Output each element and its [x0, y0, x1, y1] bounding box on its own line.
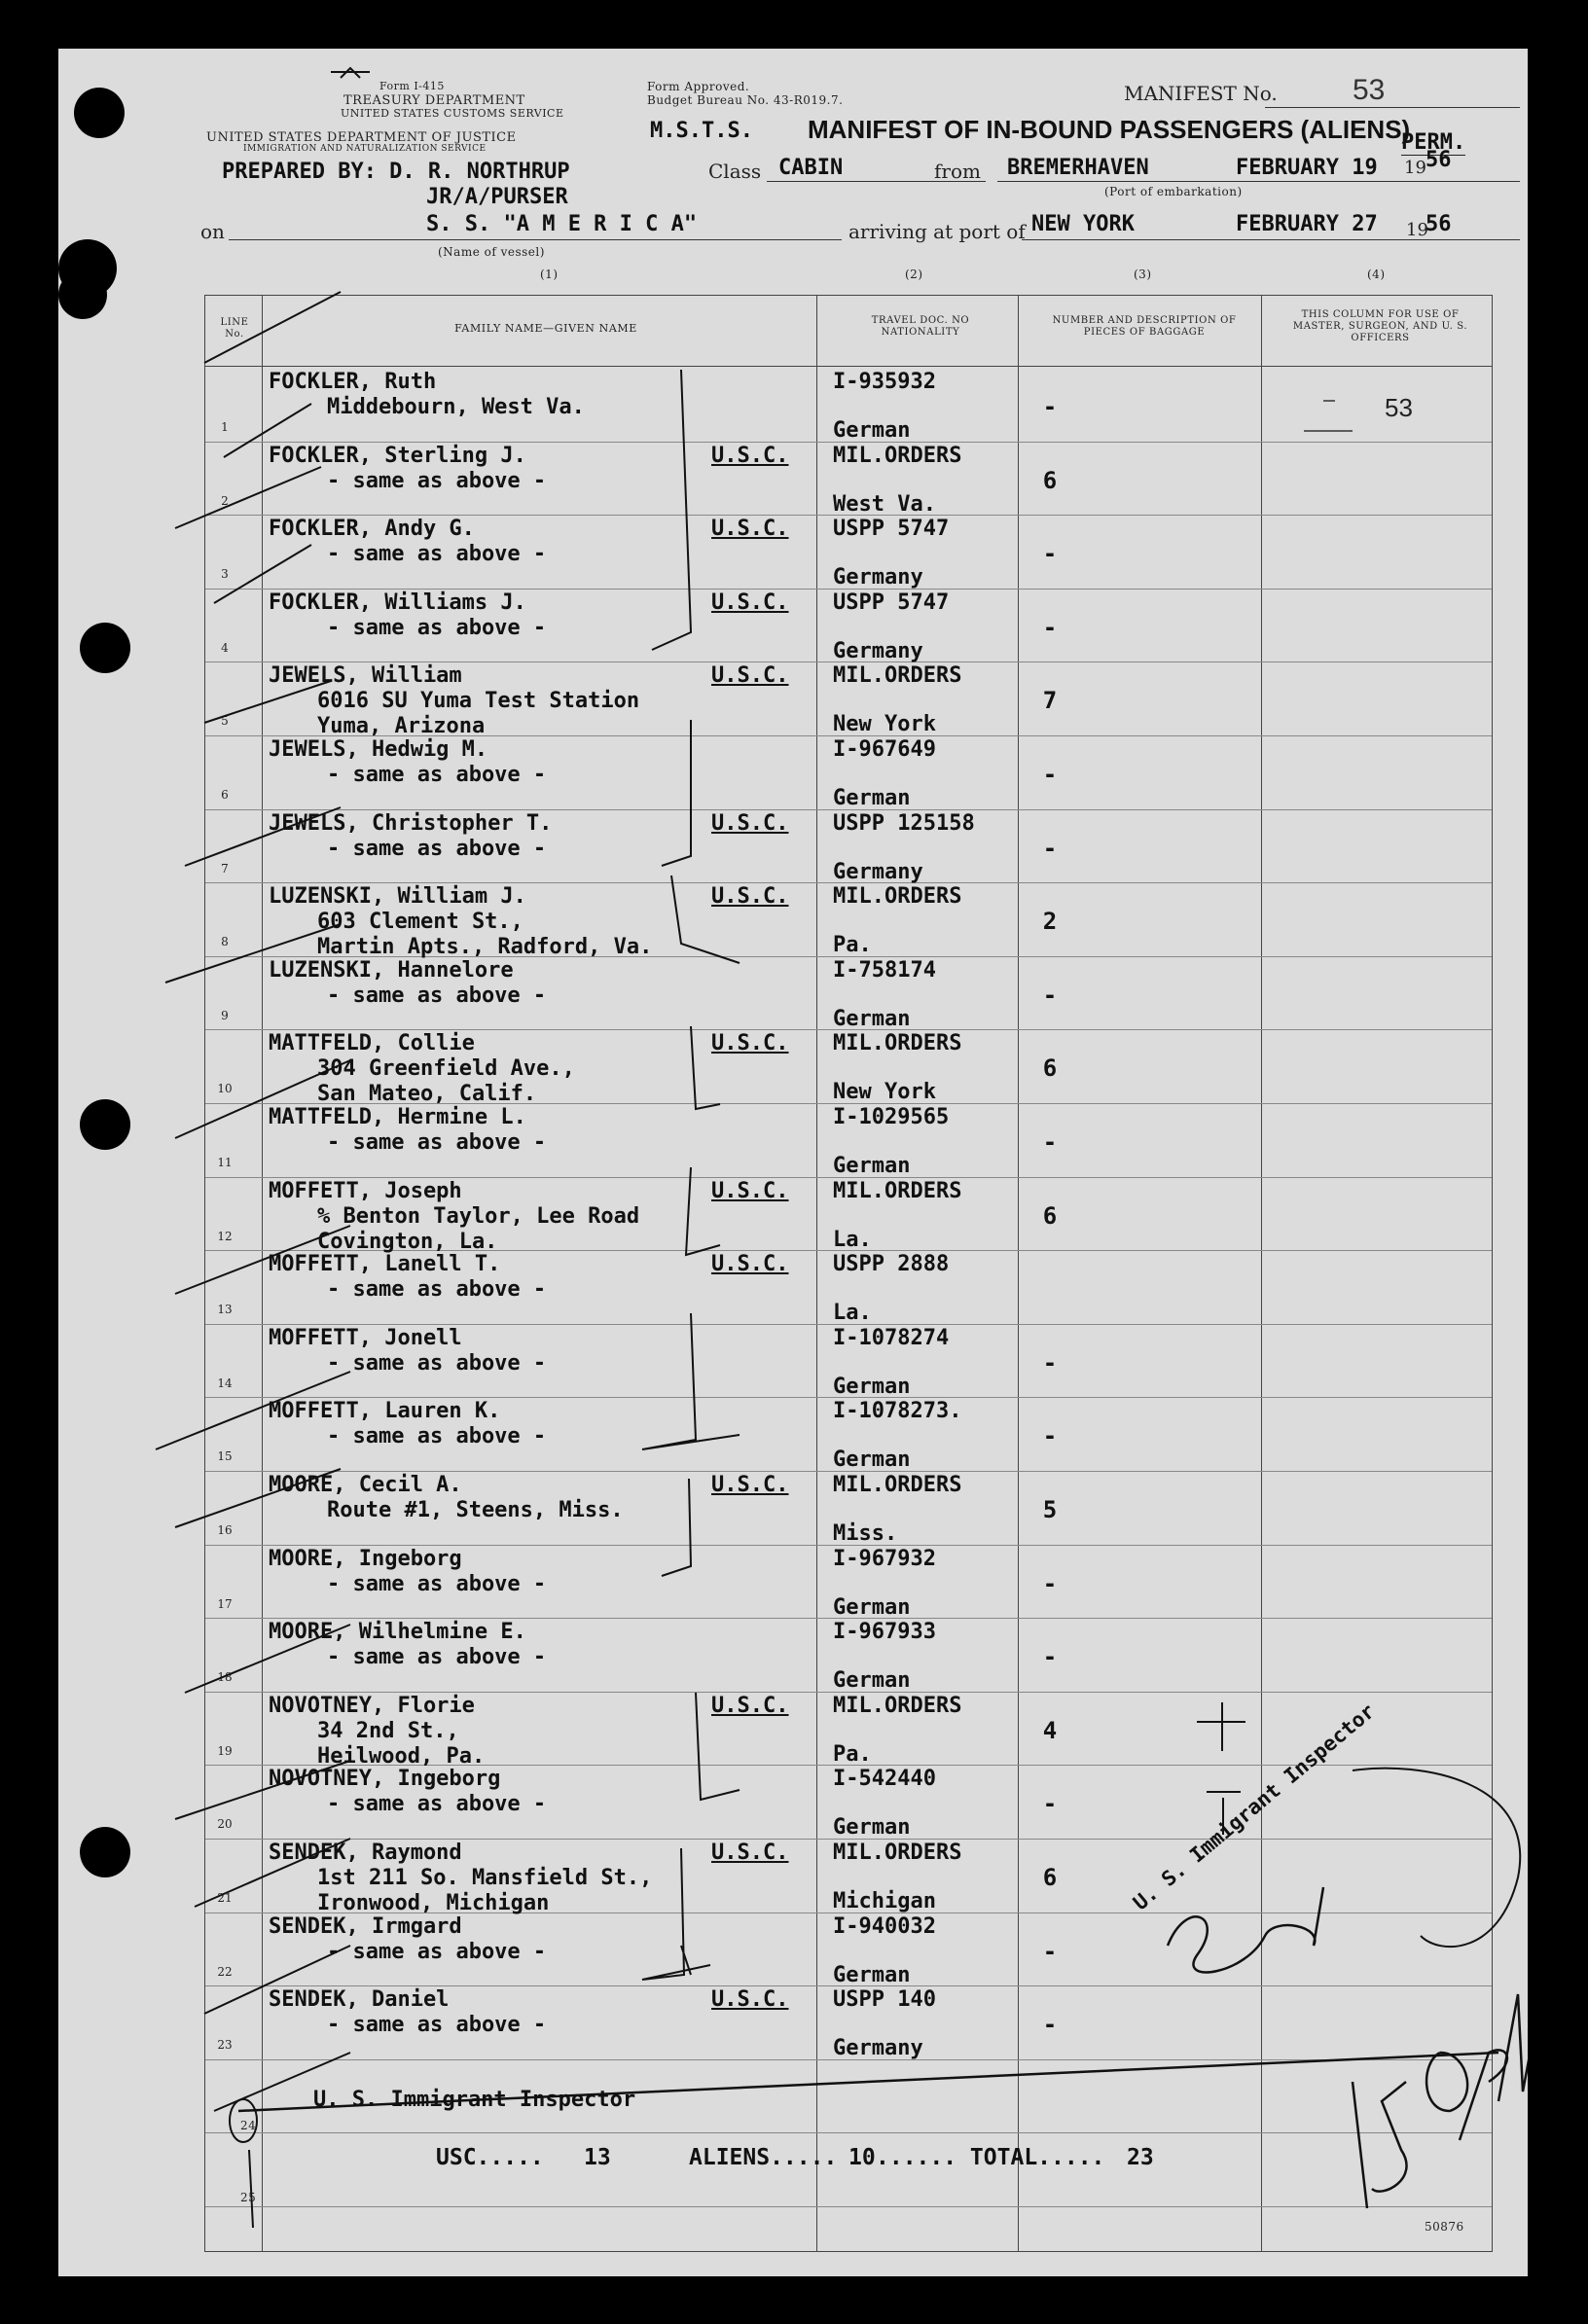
form-code: 50876 [1425, 2220, 1464, 2234]
nationality: New York [833, 1080, 936, 1105]
travel-document: USPP 5747 [833, 517, 950, 542]
inspector-stamp: U. S. Immigrant Inspector [1129, 1698, 1380, 1915]
passenger-name: JEWELS, Hedwig M. [269, 737, 488, 762]
nationality: German [833, 1668, 911, 1694]
passenger-name: MOFFETT, Jonell [269, 1325, 462, 1350]
line-number: 11 [217, 1156, 233, 1169]
line-number: 12 [217, 1229, 233, 1243]
passenger-address: - same as above - [327, 1277, 547, 1303]
from-year-prefix: 19 [1404, 158, 1426, 178]
baggage-count: 6 [1042, 1055, 1058, 1083]
passenger-address: - same as above - [327, 2013, 547, 2038]
line-number: 5 [221, 714, 229, 729]
travel-document: I-758174 [833, 957, 936, 983]
passenger-address: 1st 211 So. Mansfield St., [317, 1866, 653, 1890]
usc-marker: U.S.C. [711, 1693, 789, 1718]
passenger-name: LUZENSKI, Hannelore [269, 957, 514, 983]
line-number: 18 [217, 1670, 233, 1685]
treasury-department: TREASURY DEPARTMENT [343, 93, 525, 108]
column-number-2: (2) [905, 268, 923, 281]
passenger-address: Middebourn, West Va. [327, 395, 585, 419]
nationality: Germany [833, 565, 923, 590]
officer-note: 53 [1385, 393, 1413, 422]
manifest-no-label: MANIFEST No. [1124, 82, 1278, 105]
passenger-address: 304 Greenfield Ave., [317, 1056, 575, 1082]
line-number: 10 [217, 1082, 233, 1096]
baggage-count: - [1042, 981, 1058, 1009]
line-number: 23 [217, 2038, 233, 2053]
usc-marker: U.S.C. [711, 1252, 789, 1277]
passenger-name: MATTFELD, Collie [269, 1031, 475, 1056]
port-of-embarkation-note: (Port of embarkation) [1104, 185, 1243, 198]
nationality: German [833, 1962, 911, 1987]
nationality: Miss. [833, 1521, 898, 1546]
column-header-officers: THIS COLUMN FOR USE OF MASTER, SURGEON, AND U. S. OFFICERS [1292, 309, 1468, 343]
passenger-address-line2: Heilwood, Pa. [317, 1743, 486, 1769]
passenger-address: - same as above - [327, 1645, 547, 1670]
msts-label: M.S.T.S. [650, 119, 753, 143]
passenger-address: - same as above - [327, 1130, 547, 1155]
column-number-4: (4) [1367, 268, 1386, 281]
passenger-name: MOORE, Cecil A. [269, 1473, 462, 1497]
line-number: 1 [221, 420, 229, 434]
immigration-service: IMMIGRATION AND NATURALIZATION SERVICE [243, 144, 487, 154]
baggage-count: 6 [1042, 1864, 1058, 1891]
travel-document: I-940032 [833, 1913, 936, 1939]
baggage-count: - [1042, 613, 1058, 641]
passenger-address: - same as above - [327, 1424, 547, 1449]
nationality: Germany [833, 2036, 923, 2061]
passenger-name: MOFFETT, Joseph [269, 1178, 462, 1203]
baggage-count: 7 [1042, 687, 1058, 715]
on-label: on [200, 220, 225, 243]
line-number: 21 [217, 1891, 233, 1905]
baggage-count: 6 [1042, 466, 1058, 494]
line-number: 3 [221, 567, 229, 582]
passenger-name: MOFFETT, Lanell T. [269, 1252, 501, 1277]
baggage-count: 5 [1042, 1496, 1058, 1523]
travel-document: MIL.ORDERS [833, 1693, 962, 1718]
nationality: Germany [833, 859, 923, 884]
passenger-name: JEWELS, William [269, 663, 462, 689]
passenger-address: - same as above - [327, 836, 547, 861]
column-number-3: (3) [1134, 268, 1152, 281]
passenger-address-line2: Martin Apts., Radford, Va. [317, 935, 653, 960]
travel-document: I-1078273. [833, 1399, 962, 1424]
nationality: West Va. [833, 491, 936, 517]
travel-document: MIL.ORDERS [833, 1841, 962, 1865]
line-number: 16 [217, 1523, 233, 1537]
passenger-name: SENDEK, Raymond [269, 1841, 462, 1865]
passenger-address: 34 2nd St., [317, 1718, 459, 1743]
passenger-address: - same as above - [327, 468, 547, 493]
travel-document: I-1029565 [833, 1105, 950, 1129]
line-number: 20 [217, 1817, 233, 1832]
passenger-address: - same as above - [327, 1792, 547, 1817]
inspector-line: U. S. Immigrant Inspector [313, 2088, 636, 2112]
line-number: 17 [217, 1596, 233, 1611]
arrival-year: 56 [1426, 212, 1452, 236]
travel-document: USPP 2888 [833, 1252, 950, 1277]
prepared-by-title: JR/A/PURSER [426, 185, 568, 209]
column-header-doc: TRAVEL DOC. NO NATIONALITY [871, 315, 970, 338]
baggage-count: - [1042, 1937, 1058, 1965]
line-number: 6 [221, 788, 229, 802]
passenger-address-line2: Ironwood, Michigan [317, 1891, 550, 1915]
passenger-name: FOCKLER, Williams J. [269, 590, 526, 615]
class-label: Class [708, 160, 762, 183]
nationality: German [833, 1006, 911, 1031]
line-number: 7 [221, 861, 229, 876]
customs-service: UNITED STATES CUSTOMS SERVICE [341, 107, 564, 120]
baggage-count: - [1042, 1128, 1058, 1156]
passenger-address: 603 Clement St., [317, 910, 523, 935]
aliens-total: 10 [848, 2145, 876, 2170]
baggage-count: - [1042, 2011, 1058, 2039]
total-label: ...... TOTAL..... [876, 2145, 1105, 2170]
travel-document: MIL.ORDERS [833, 884, 962, 910]
passenger-name: FOCKLER, Sterling J. [269, 443, 526, 468]
line-number: 13 [217, 1303, 233, 1317]
nationality: German [833, 1374, 911, 1399]
passenger-name: MATTFELD, Hermine L. [269, 1105, 526, 1129]
line-number: 9 [221, 1008, 229, 1022]
nationality: German [833, 786, 911, 810]
usc-marker: U.S.C. [711, 810, 789, 836]
vessel-name: S. S. "A M E R I C A" [426, 212, 698, 236]
nationality: German [833, 1815, 911, 1841]
column-header-name: FAMILY NAME—GIVEN NAME [454, 322, 637, 335]
prepared-by: PREPARED BY: D. R. NORTHRUP [222, 160, 570, 184]
travel-document: I-967649 [833, 737, 936, 762]
baggage-count: - [1042, 834, 1058, 862]
line-number-25: 25 [240, 2191, 257, 2204]
from-date: FEBRUARY 19 [1236, 156, 1378, 180]
passenger-address: Route #1, Steens, Miss. [327, 1498, 624, 1522]
nationality: Pa. [833, 933, 872, 958]
passenger-name: FOCKLER, Ruth [269, 370, 437, 394]
nationality: Michigan [833, 1889, 936, 1913]
vessel-note: (Name of vessel) [438, 245, 545, 259]
passenger-address: - same as above - [327, 1350, 547, 1376]
nationality: German [833, 1154, 911, 1178]
passenger-name: FOCKLER, Andy G. [269, 517, 475, 542]
line-number: 2 [221, 493, 229, 508]
nationality: Pa. [833, 1741, 872, 1767]
baggage-count: - [1042, 393, 1058, 420]
manifest-title: MANIFEST OF IN-BOUND PASSENGERS (ALIENS) [808, 115, 1411, 144]
travel-document: MIL.ORDERS [833, 1473, 962, 1497]
passenger-address: % Benton Taylor, Lee Road [317, 1203, 640, 1229]
passenger-name: NOVOTNEY, Ingeborg [269, 1767, 501, 1792]
column-header-baggage: NUMBER AND DESCRIPTION OF PIECES OF BAGGAGE [1052, 315, 1237, 338]
baggage-count: - [1042, 1643, 1058, 1671]
nationality: La. [833, 1301, 872, 1326]
travel-document: I-542440 [833, 1767, 936, 1792]
baggage-count: 6 [1042, 1201, 1058, 1230]
usc-total-label: USC..... [436, 2145, 544, 2170]
passenger-address: 6016 SU Yuma Test Station [317, 689, 640, 714]
manifest-page [58, 49, 1528, 2276]
grand-total: 23 [1127, 2145, 1154, 2170]
baggage-count: - [1042, 1569, 1058, 1597]
nationality: German [833, 1594, 911, 1620]
from-year: 56 [1426, 148, 1452, 172]
arrival-date: FEBRUARY 27 [1236, 212, 1378, 236]
baggage-count: - [1042, 1790, 1058, 1818]
passenger-address: - same as above - [327, 542, 547, 567]
passenger-address-line2: Covington, La. [317, 1229, 498, 1254]
travel-document: MIL.ORDERS [833, 1031, 962, 1056]
travel-document: USPP 140 [833, 1987, 936, 2013]
passenger-address-line2: Yuma, Arizona [317, 714, 486, 739]
arriving-label: arriving at port of [848, 220, 1026, 243]
nationality: New York [833, 712, 936, 737]
travel-document: I-967933 [833, 1620, 936, 1645]
passenger-address: - same as above - [327, 763, 547, 787]
arrival-year-prefix: 19 [1406, 220, 1428, 240]
form-number: Form I-415 [379, 80, 445, 92]
usc-marker: U.S.C. [711, 884, 789, 910]
line-number: 14 [217, 1376, 233, 1390]
passenger-name: MOORE, Wilhelmine E. [269, 1620, 526, 1645]
usc-marker: U.S.C. [711, 1178, 789, 1203]
line-number: 15 [217, 1449, 233, 1464]
passenger-address: - same as above - [327, 983, 547, 1008]
usc-marker: U.S.C. [711, 443, 789, 468]
nationality: German [833, 418, 911, 443]
form-approved: Form Approved. [647, 80, 750, 93]
passenger-name: SENDEK, Daniel [269, 1987, 450, 2013]
baggage-count: - [1042, 1422, 1058, 1450]
line-number: 22 [217, 1964, 233, 1979]
passenger-address: - same as above - [327, 1939, 547, 1964]
usc-marker: U.S.C. [711, 1473, 789, 1497]
baggage-count: 4 [1042, 1716, 1058, 1744]
passenger-address-line2: San Mateo, Calif. [317, 1082, 537, 1107]
baggage-count: - [1042, 540, 1058, 568]
usc-marker: U.S.C. [711, 517, 789, 542]
travel-document: I-967932 [833, 1546, 936, 1571]
nationality: La. [833, 1227, 872, 1252]
from-port: BREMERHAVEN [1007, 156, 1149, 180]
class-value: CABIN [778, 156, 844, 180]
department-of-justice: UNITED STATES DEPARTMENT OF JUSTICE [206, 130, 517, 145]
travel-document: MIL.ORDERS [833, 443, 962, 468]
usc-marker: U.S.C. [711, 1841, 789, 1865]
nationality: German [833, 1448, 911, 1473]
line-number: 4 [221, 640, 229, 655]
usc-total: 13 [584, 2145, 611, 2170]
from-label: from [934, 160, 981, 183]
usc-marker: U.S.C. [711, 663, 789, 689]
passenger-name: MOFFETT, Lauren K. [269, 1399, 501, 1424]
travel-document: MIL.ORDERS [833, 1178, 962, 1203]
baggage-count: 2 [1042, 908, 1058, 936]
passenger-name: LUZENSKI, William J. [269, 884, 526, 910]
handwriting-overlay [58, 49, 1528, 2276]
passenger-name: NOVOTNEY, Florie [269, 1693, 475, 1718]
line-number: 19 [217, 1743, 233, 1758]
line-number: 8 [221, 935, 229, 949]
usc-marker: U.S.C. [711, 1031, 789, 1056]
baggage-count: - [1042, 1348, 1058, 1377]
passenger-address: - same as above - [327, 1571, 547, 1596]
column-number-1: (1) [540, 268, 559, 281]
baggage-count: - [1042, 761, 1058, 788]
budget-bureau: Budget Bureau No. 43-R019.7. [647, 93, 844, 107]
perm-label: PERM. [1401, 130, 1466, 155]
column-header-line: LINE No. [220, 317, 249, 340]
travel-document: MIL.ORDERS [833, 663, 962, 689]
passenger-name: SENDEK, Irmgard [269, 1913, 462, 1939]
nationality: Germany [833, 638, 923, 663]
passenger-address: - same as above - [327, 615, 547, 640]
usc-marker: U.S.C. [711, 590, 789, 615]
travel-document: USPP 125158 [833, 810, 975, 836]
usc-marker: U.S.C. [711, 1987, 789, 2013]
passenger-name: MOORE, Ingeborg [269, 1546, 462, 1571]
line-number-24: 24 [240, 2119, 257, 2132]
aliens-total-label: ALIENS..... [689, 2145, 838, 2170]
travel-document: I-935932 [833, 370, 936, 394]
manifest-number: 53 [1353, 74, 1386, 106]
travel-document: USPP 5747 [833, 590, 950, 615]
arrival-port: NEW YORK [1031, 212, 1135, 236]
passenger-name: JEWELS, Christopher T. [269, 810, 553, 836]
travel-document: I-1078274 [833, 1325, 950, 1350]
